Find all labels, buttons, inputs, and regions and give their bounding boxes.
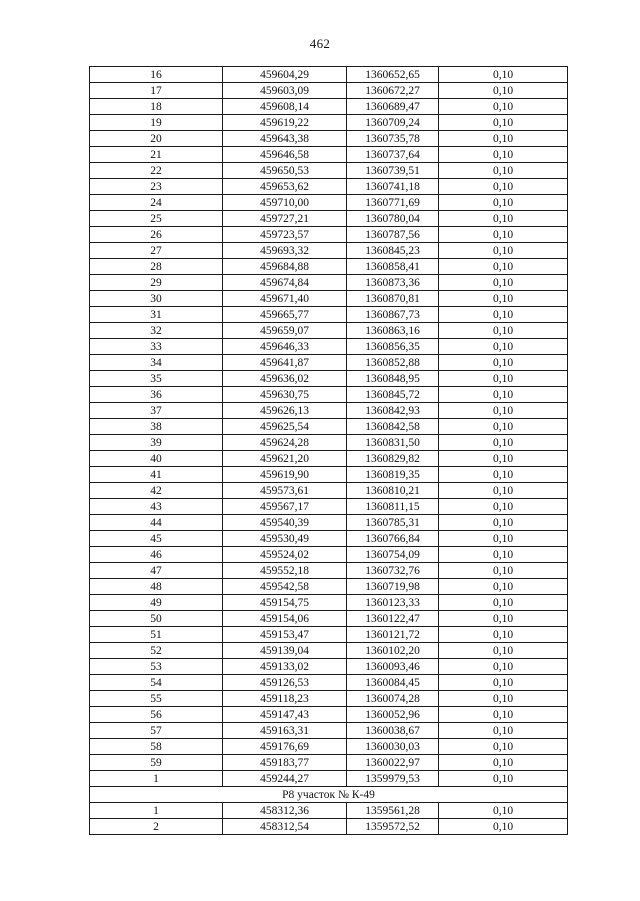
point-number-cell: 39 <box>90 435 223 451</box>
table-row <box>90 643 568 659</box>
point-number-cell: 22 <box>90 163 223 179</box>
x-coordinate-cell: 459646,58 <box>223 147 347 163</box>
y-coordinate-cell: 1360831,50 <box>347 435 439 451</box>
y-coordinate-cell: 1360719,98 <box>347 579 439 595</box>
y-coordinate-cell: 1360845,23 <box>347 243 439 259</box>
y-coordinate-cell: 1360780,04 <box>347 211 439 227</box>
point-number-cell: 36 <box>90 387 223 403</box>
precision-cell: 0,10 <box>439 643 568 659</box>
y-coordinate-cell: 1360766,84 <box>347 531 439 547</box>
x-coordinate-cell: 459176,69 <box>223 739 347 755</box>
precision-cell: 0,10 <box>439 67 568 83</box>
y-coordinate-cell: 1360022,97 <box>347 755 439 771</box>
table-row <box>90 483 568 499</box>
x-coordinate-cell: 459646,33 <box>223 339 347 355</box>
precision-cell: 0,10 <box>439 163 568 179</box>
x-coordinate-cell: 459619,22 <box>223 115 347 131</box>
table-row <box>90 259 568 275</box>
precision-cell: 0,10 <box>439 227 568 243</box>
table-row <box>90 99 568 115</box>
x-coordinate-cell: 459540,39 <box>223 515 347 531</box>
precision-cell: 0,10 <box>439 675 568 691</box>
x-coordinate-cell: 459139,04 <box>223 643 347 659</box>
y-coordinate-cell: 1360737,64 <box>347 147 439 163</box>
table-row <box>90 627 568 643</box>
table-row <box>90 499 568 515</box>
table-row <box>90 195 568 211</box>
table-row <box>90 611 568 627</box>
precision-cell: 0,10 <box>439 323 568 339</box>
x-coordinate-cell: 458312,36 <box>223 803 347 819</box>
precision-cell: 0,10 <box>439 195 568 211</box>
y-coordinate-cell: 1360852,88 <box>347 355 439 371</box>
x-coordinate-cell: 459693,32 <box>223 243 347 259</box>
table-row <box>90 691 568 707</box>
point-number-cell: 40 <box>90 451 223 467</box>
precision-cell: 0,10 <box>439 83 568 99</box>
table-row <box>90 419 568 435</box>
table-row <box>90 467 568 483</box>
y-coordinate-cell: 1360873,36 <box>347 275 439 291</box>
y-coordinate-cell: 1359979,53 <box>347 771 439 787</box>
table-row <box>90 515 568 531</box>
y-coordinate-cell: 1360858,41 <box>347 259 439 275</box>
precision-cell: 0,10 <box>439 339 568 355</box>
point-number-cell: 50 <box>90 611 223 627</box>
point-number-cell: 41 <box>90 467 223 483</box>
point-number-cell: 2 <box>90 819 223 835</box>
x-coordinate-cell: 459650,53 <box>223 163 347 179</box>
table-row <box>90 323 568 339</box>
x-coordinate-cell: 459653,62 <box>223 179 347 195</box>
y-coordinate-cell: 1360842,58 <box>347 419 439 435</box>
y-coordinate-cell: 1360102,20 <box>347 643 439 659</box>
table-row <box>90 755 568 771</box>
y-coordinate-cell: 1360030,03 <box>347 739 439 755</box>
precision-cell: 0,10 <box>439 355 568 371</box>
x-coordinate-cell: 459154,75 <box>223 595 347 611</box>
x-coordinate-cell: 459665,77 <box>223 307 347 323</box>
point-number-cell: 23 <box>90 179 223 195</box>
point-number-cell: 29 <box>90 275 223 291</box>
table-row <box>90 547 568 563</box>
point-number-cell: 51 <box>90 627 223 643</box>
point-number-cell: 44 <box>90 515 223 531</box>
point-number-cell: 38 <box>90 419 223 435</box>
y-coordinate-cell: 1360787,56 <box>347 227 439 243</box>
precision-cell: 0,10 <box>439 579 568 595</box>
table-row <box>90 819 568 835</box>
x-coordinate-cell: 459147,43 <box>223 707 347 723</box>
point-number-cell: 28 <box>90 259 223 275</box>
precision-cell: 0,10 <box>439 435 568 451</box>
x-coordinate-cell: 459659,07 <box>223 323 347 339</box>
precision-cell: 0,10 <box>439 371 568 387</box>
point-number-cell: 43 <box>90 499 223 515</box>
table-row <box>90 707 568 723</box>
point-number-cell: 35 <box>90 371 223 387</box>
y-coordinate-cell: 1360121,72 <box>347 627 439 643</box>
precision-cell: 0,10 <box>439 739 568 755</box>
y-coordinate-cell: 1359561,28 <box>347 803 439 819</box>
y-coordinate-cell: 1360785,31 <box>347 515 439 531</box>
y-coordinate-cell: 1360739,51 <box>347 163 439 179</box>
point-number-cell: 33 <box>90 339 223 355</box>
point-number-cell: 54 <box>90 675 223 691</box>
precision-cell: 0,10 <box>439 515 568 531</box>
point-number-cell: 1 <box>90 771 223 787</box>
table-row <box>90 291 568 307</box>
table-row <box>90 659 568 675</box>
x-coordinate-cell: 459636,02 <box>223 371 347 387</box>
precision-cell: 0,10 <box>439 547 568 563</box>
x-coordinate-cell: 459674,84 <box>223 275 347 291</box>
point-number-cell: 18 <box>90 99 223 115</box>
table-row <box>90 67 568 83</box>
point-number-cell: 59 <box>90 755 223 771</box>
point-number-cell: 31 <box>90 307 223 323</box>
y-coordinate-cell: 1360845,72 <box>347 387 439 403</box>
y-coordinate-cell: 1360689,47 <box>347 99 439 115</box>
x-coordinate-cell: 459625,54 <box>223 419 347 435</box>
y-coordinate-cell: 1360074,28 <box>347 691 439 707</box>
point-number-cell: 46 <box>90 547 223 563</box>
precision-cell: 0,10 <box>439 291 568 307</box>
precision-cell: 0,10 <box>439 819 568 835</box>
point-number-cell: 25 <box>90 211 223 227</box>
x-coordinate-cell: 459153,47 <box>223 627 347 643</box>
x-coordinate-cell: 459624,28 <box>223 435 347 451</box>
y-coordinate-cell: 1360771,69 <box>347 195 439 211</box>
table-row <box>90 563 568 579</box>
x-coordinate-cell: 459684,88 <box>223 259 347 275</box>
point-number-cell: 30 <box>90 291 223 307</box>
x-coordinate-cell: 459183,77 <box>223 755 347 771</box>
y-coordinate-cell: 1360093,46 <box>347 659 439 675</box>
precision-cell: 0,10 <box>439 707 568 723</box>
table-row <box>90 307 568 323</box>
point-number-cell: 47 <box>90 563 223 579</box>
x-coordinate-cell: 459604,29 <box>223 67 347 83</box>
x-coordinate-cell: 459608,14 <box>223 99 347 115</box>
table-row <box>90 339 568 355</box>
y-coordinate-cell: 1360842,93 <box>347 403 439 419</box>
y-coordinate-cell: 1360754,09 <box>347 547 439 563</box>
x-coordinate-cell: 459723,57 <box>223 227 347 243</box>
y-coordinate-cell: 1360867,73 <box>347 307 439 323</box>
point-number-cell: 49 <box>90 595 223 611</box>
x-coordinate-cell: 458312,54 <box>223 819 347 835</box>
point-number-cell: 56 <box>90 707 223 723</box>
y-coordinate-cell: 1360819,35 <box>347 467 439 483</box>
y-coordinate-cell: 1360735,78 <box>347 131 439 147</box>
precision-cell: 0,10 <box>439 531 568 547</box>
precision-cell: 0,10 <box>439 275 568 291</box>
table-row <box>90 243 568 259</box>
y-coordinate-cell: 1360811,15 <box>347 499 439 515</box>
x-coordinate-cell: 459641,87 <box>223 355 347 371</box>
point-number-cell: 21 <box>90 147 223 163</box>
precision-cell: 0,10 <box>439 723 568 739</box>
x-coordinate-cell: 459530,49 <box>223 531 347 547</box>
x-coordinate-cell: 459567,17 <box>223 499 347 515</box>
y-coordinate-cell: 1360829,82 <box>347 451 439 467</box>
table-row <box>90 131 568 147</box>
y-coordinate-cell: 1360732,76 <box>347 563 439 579</box>
table-row <box>90 163 568 179</box>
x-coordinate-cell: 459118,23 <box>223 691 347 707</box>
precision-cell: 0,10 <box>439 771 568 787</box>
table-row <box>90 387 568 403</box>
precision-cell: 0,10 <box>439 403 568 419</box>
precision-cell: 0,10 <box>439 307 568 323</box>
precision-cell: 0,10 <box>439 467 568 483</box>
point-number-cell: 55 <box>90 691 223 707</box>
table-row <box>90 275 568 291</box>
x-coordinate-cell: 459244,27 <box>223 771 347 787</box>
y-coordinate-cell: 1360863,16 <box>347 323 439 339</box>
section-title: Р8 участок № К-49 <box>90 787 568 803</box>
precision-cell: 0,10 <box>439 243 568 259</box>
table-row <box>90 115 568 131</box>
x-coordinate-cell: 459524,02 <box>223 547 347 563</box>
point-number-cell: 48 <box>90 579 223 595</box>
section-header-row <box>90 787 568 803</box>
y-coordinate-cell: 1360084,45 <box>347 675 439 691</box>
precision-cell: 0,10 <box>439 259 568 275</box>
precision-cell: 0,10 <box>439 595 568 611</box>
y-coordinate-cell: 1360672,27 <box>347 83 439 99</box>
table-row <box>90 227 568 243</box>
page-number: 462 <box>309 36 331 51</box>
x-coordinate-cell: 459133,02 <box>223 659 347 675</box>
table-row <box>90 147 568 163</box>
x-coordinate-cell: 459542,58 <box>223 579 347 595</box>
table-row <box>90 771 568 787</box>
table-row <box>90 83 568 99</box>
table-row <box>90 451 568 467</box>
precision-cell: 0,10 <box>439 499 568 515</box>
x-coordinate-cell: 459154,06 <box>223 611 347 627</box>
precision-cell: 0,10 <box>439 179 568 195</box>
table-row <box>90 179 568 195</box>
precision-cell: 0,10 <box>439 691 568 707</box>
precision-cell: 0,10 <box>439 755 568 771</box>
x-coordinate-cell: 459626,13 <box>223 403 347 419</box>
point-number-cell: 53 <box>90 659 223 675</box>
point-number-cell: 42 <box>90 483 223 499</box>
point-number-cell: 52 <box>90 643 223 659</box>
precision-cell: 0,10 <box>439 387 568 403</box>
precision-cell: 0,10 <box>439 147 568 163</box>
y-coordinate-cell: 1360741,18 <box>347 179 439 195</box>
precision-cell: 0,10 <box>439 611 568 627</box>
point-number-cell: 45 <box>90 531 223 547</box>
table-row <box>90 403 568 419</box>
point-number-cell: 58 <box>90 739 223 755</box>
table-row <box>90 211 568 227</box>
x-coordinate-cell: 459163,31 <box>223 723 347 739</box>
point-number-cell: 57 <box>90 723 223 739</box>
table-row <box>90 739 568 755</box>
x-coordinate-cell: 459710,00 <box>223 195 347 211</box>
x-coordinate-cell: 459727,21 <box>223 211 347 227</box>
point-number-cell: 32 <box>90 323 223 339</box>
point-number-cell: 37 <box>90 403 223 419</box>
coordinates-table <box>89 66 568 835</box>
x-coordinate-cell: 459573,61 <box>223 483 347 499</box>
y-coordinate-cell: 1359572,52 <box>347 819 439 835</box>
point-number-cell: 17 <box>90 83 223 99</box>
y-coordinate-cell: 1360848,95 <box>347 371 439 387</box>
point-number-cell: 1 <box>90 803 223 819</box>
x-coordinate-cell: 459603,09 <box>223 83 347 99</box>
y-coordinate-cell: 1360122,47 <box>347 611 439 627</box>
point-number-cell: 16 <box>90 67 223 83</box>
point-number-cell: 34 <box>90 355 223 371</box>
table-row <box>90 723 568 739</box>
precision-cell: 0,10 <box>439 131 568 147</box>
x-coordinate-cell: 459643,38 <box>223 131 347 147</box>
precision-cell: 0,10 <box>439 211 568 227</box>
table-row <box>90 371 568 387</box>
precision-cell: 0,10 <box>439 115 568 131</box>
point-number-cell: 26 <box>90 227 223 243</box>
y-coordinate-cell: 1360038,67 <box>347 723 439 739</box>
y-coordinate-cell: 1360856,35 <box>347 339 439 355</box>
point-number-cell: 20 <box>90 131 223 147</box>
point-number-cell: 19 <box>90 115 223 131</box>
y-coordinate-cell: 1360709,24 <box>347 115 439 131</box>
precision-cell: 0,10 <box>439 659 568 675</box>
x-coordinate-cell: 459671,40 <box>223 291 347 307</box>
y-coordinate-cell: 1360652,65 <box>347 67 439 83</box>
x-coordinate-cell: 459619,90 <box>223 467 347 483</box>
x-coordinate-cell: 459630,75 <box>223 387 347 403</box>
x-coordinate-cell: 459126,53 <box>223 675 347 691</box>
y-coordinate-cell: 1360870,81 <box>347 291 439 307</box>
table-row <box>90 355 568 371</box>
y-coordinate-cell: 1360810,21 <box>347 483 439 499</box>
table-row <box>90 531 568 547</box>
table-row <box>90 675 568 691</box>
precision-cell: 0,10 <box>439 563 568 579</box>
precision-cell: 0,10 <box>439 803 568 819</box>
precision-cell: 0,10 <box>439 451 568 467</box>
point-number-cell: 24 <box>90 195 223 211</box>
point-number-cell: 27 <box>90 243 223 259</box>
precision-cell: 0,10 <box>439 483 568 499</box>
coordinates-table-body <box>90 67 568 835</box>
table-row <box>90 595 568 611</box>
y-coordinate-cell: 1360052,96 <box>347 707 439 723</box>
table-row <box>90 803 568 819</box>
precision-cell: 0,10 <box>439 419 568 435</box>
precision-cell: 0,10 <box>439 627 568 643</box>
precision-cell: 0,10 <box>439 99 568 115</box>
y-coordinate-cell: 1360123,33 <box>347 595 439 611</box>
table-row <box>90 435 568 451</box>
table-row <box>90 579 568 595</box>
x-coordinate-cell: 459552,18 <box>223 563 347 579</box>
x-coordinate-cell: 459621,20 <box>223 451 347 467</box>
